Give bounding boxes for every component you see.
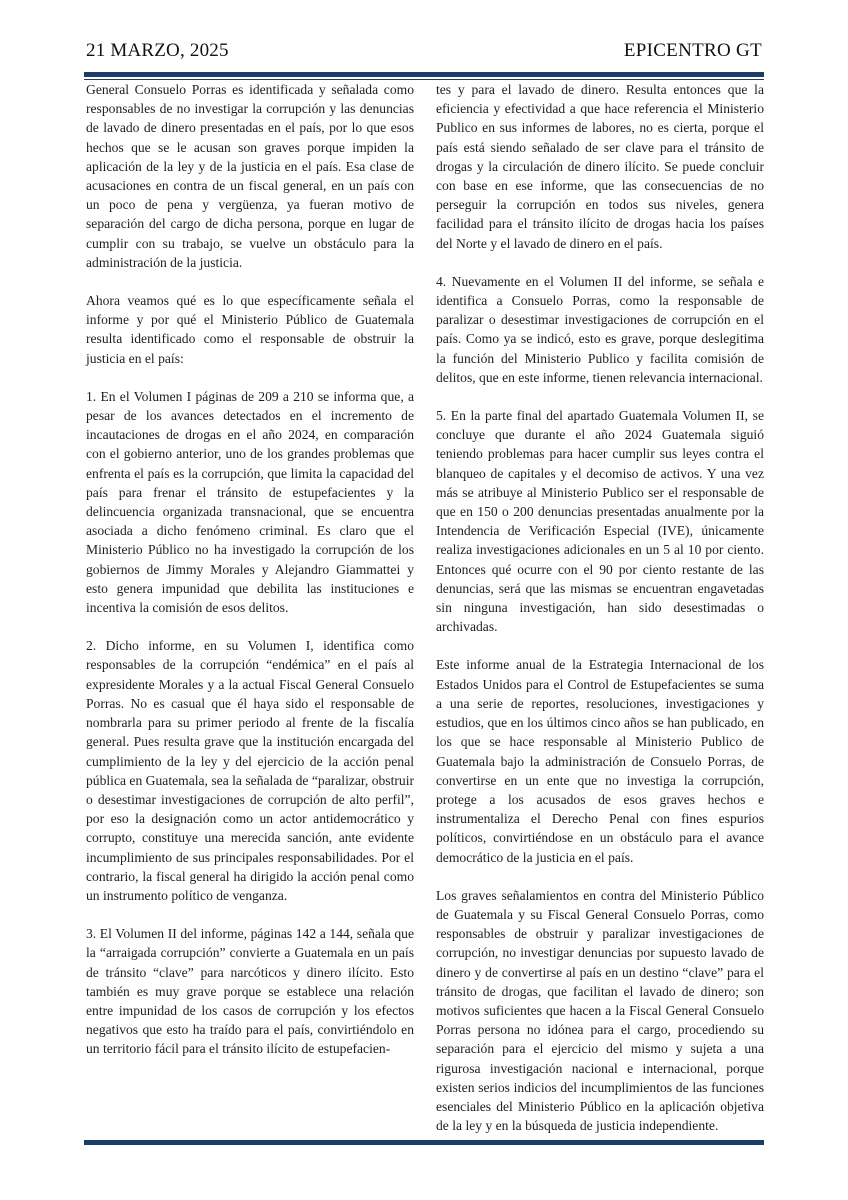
- left-column: [86, 80, 414, 1059]
- page-header: [86, 40, 762, 68]
- paragraph: 2. Dicho informe, en su Volumen I, identifica como responsables de la corrupción “endémica” en el país al expresidente Morales y a la actual Fiscal General Consuelo Porras. No es casual que él haya sido el responsable de nombrarla para su primer periodo al frente de la fiscalía general. Pues resulta grave que la institución encargada del cumplimiento de la ley y del ejercicio de la acción penal pública en Guatemala, sea la señalada de “paralizar, obstruir o desestimar investigaciones de corrupción de alto perfil”, por eso la designación como un actor antidemocrático y corrupto, constituye una merecida sanción, ante evidente incumplimiento de sus principales responsabilidades. Por el contrario, la fiscal general ha dirigido la acción penal como un instrumento político de venganza.: [86, 638, 414, 903]
- paragraph: 5. En la parte final del apartado Guatemala Volumen II, se concluye que durante el año 2024 Guatemala siguió teniendo problemas para hacer cumplir sus leyes contra el blanqueo de capitales y el decomiso de activos. Y una vez más se atribuye al Ministerio Publico ser el responsable de que en 150 o 200 denuncias presentadas anualmente por la Intendencia de Verificación Especial (IVE), únicamente realiza investigaciones adicionales en un 5 al 10 por ciento. Entonces qué ocurre con el 90 por ciento restante de las denuncias, será que las mismas se encuentran engavetadas sin ninguna investigación, han sido desestimadas o archivadas.: [436, 408, 764, 635]
- paragraph: 4. Nuevamente en el Volumen II del informe, se señala e identifica a Consuelo Porras, como la responsable de paralizar o desestimar investigaciones de corrupción en el país. Como ya se indicó, esto es grave, porque deslegitima la función del Ministerio Publico y facilita comisión de delitos, que en este informe, tienen relevancia internacional.: [436, 273, 764, 385]
- publication-date: 21 MARZO, 2025: [86, 40, 229, 61]
- right-column: [436, 80, 764, 1135]
- paragraph: 3. El Volumen II del informe, páginas 142 a 144, señala que la “arraigada corrupción” convierte a Guatemala en un país de tránsito “clave” para narcóticos y dinero ilícito. Esto también es muy grave porque se establece una relación entre impunidad de los casos de corrupción y los efectos negativos que esto ha traído para el país, convirtiéndolo en un territorio fácil para el tránsito ilícito de estupefacien-: [86, 926, 414, 1057]
- paragraph: 1. En el Volumen I páginas de 209 a 210 se informa que, a pesar de los avances detectados en el incremento de incautaciones de drogas en el año 2024, en comparación con el gobierno anterior, uno de los grandes problemas que enfrenta el país es la corrupción, que limita la capacidad del país para frenar el tránsito de estupefacientes y la delincuencia organizada transnacional, que se encuentra asociada a dicho fenómeno criminal. Es claro que el Ministerio Público no ha investigado la corrupción de los gobiernos de Jimmy Morales y Alejandro Giammattei y esto genera impunidad que debilita las instituciones e incentiva la comisión de esos delitos.: [86, 388, 414, 616]
- footer-rule: [84, 1140, 764, 1145]
- paragraph: General Consuelo Porras es identificada y señalada como responsables de no investigar la corrupción y las denuncias de lavado de dinero presentadas en el país, por lo que esos hechos que se le acusan son graves porque impiden la aplicación de la ley y de la justicia en el país. Esa clase de acusaciones en contra de un fiscal general, en un país con un poco de pena y vergüenza, ya fueran motivo de separación del cargo de dicha persona, porque en lugar de cumplir con su trabajo, se vuelve un obstáculo para la administración de la justicia.: [86, 82, 414, 270]
- publication-name: EPICENTRO GT: [623, 40, 762, 61]
- paragraph: tes y para el lavado de dinero. Resulta entonces que la eficiencia y efectividad a que hace referencia el Ministerio Publico en sus informes de labores, no es cierta, porque el país está siendo señalado de ser clave para el tránsito de drogas y la circulación de dinero ilícito. Se puede concluir con base en ese informe, que las consecuencias de no perseguir la corrupción en todos sus niveles, genera facilidad para el tránsito ilícito de drogas hacia los países del Norte y el lavado de dinero en el país.: [436, 82, 764, 251]
- header-rule: [84, 72, 764, 77]
- paragraph: Los graves señalamientos en contra del Ministerio Público de Guatemala y su Fiscal General Consuelo Porras, como responsables de obstruir y paralizar investigaciones de corrupción, no investigar denuncias por supuesto lavado de dinero y de convertirse al país en un destino “clave” para el tránsito de drogas, que facilitan el lavado de dinero; son motivos suficientes que hacen a la Fiscal General Consuelo Porras persona no idónea para el cargo, procediendo su separación para el ejercicio del mismo y sujeta a una rigurosa investigación nacional e internacional, porque existen serios indicios del incumplimientos de las funciones esenciales del Ministerio Público en la aplicación objetiva de la ley y en la búsqueda de justicia independiente.: [436, 887, 764, 1134]
- paragraph: Ahora veamos qué es lo que específicamente señala el informe y por qué el Ministerio Público de Guatemala resulta identificado como el responsable de obstruir la justicia en el país:: [86, 293, 414, 366]
- paragraph: Este informe anual de la Estrategia Internacional de los Estados Unidos para el Control de Estupefacientes se suma a una serie de reportes, resoluciones, investigaciones y estudios, que en los últimos cinco años se han publicado, en los que se hace responsable al Ministerio Publico de Guatemala bajo la administración de Consuelo Porras, de convertirse en un ente que no investiga la corrupción, protege a los acusados de esos graves hechos e instrumentaliza el Derecho Penal con fines espurios políticos, convirtiéndose en un obstáculo para el avance democrático de la justicia en el país.: [436, 657, 764, 865]
